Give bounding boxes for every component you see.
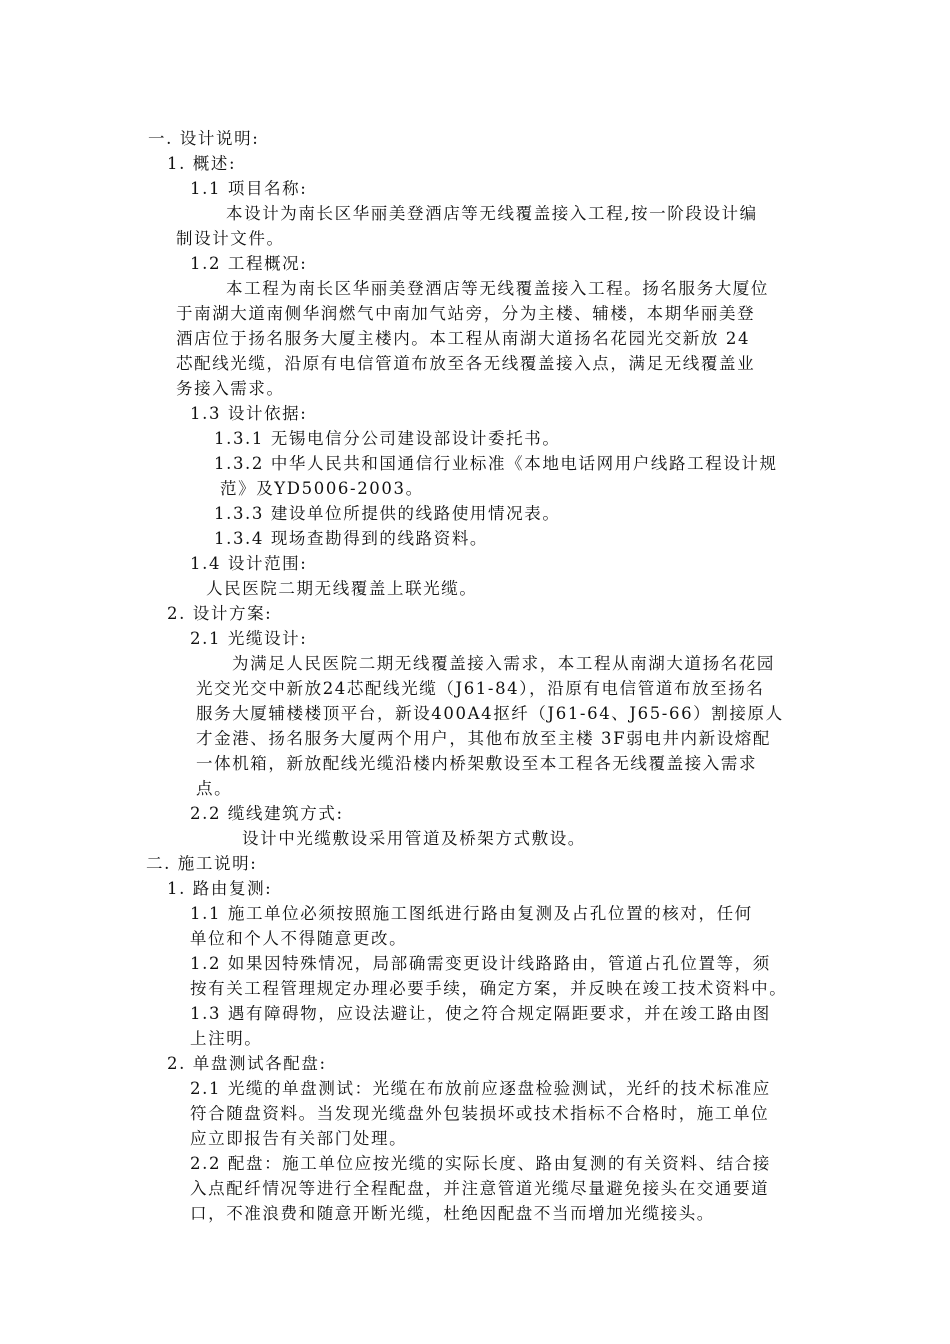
paragraph-line: 1.3 遇有障碍物，应设法避让，使之符合规定隔距要求，并在竣工路由图	[190, 1004, 771, 1023]
item-heading-cable-design: 2.1 光缆设计:	[190, 629, 308, 648]
subsection-heading-route-survey: 1. 路由复测:	[167, 879, 273, 898]
paragraph-line: 按有关工程管理规定办理必要手续，确定方案，并反映在竣工技术资料中。	[190, 979, 788, 998]
subsection-heading-overview: 1. 概述:	[167, 154, 237, 173]
paragraph-line: 1.2 如果因特殊情况，局部确需变更设计线路路由，管道占孔位置等，须	[190, 954, 771, 973]
paragraph-line: 单位和个人不得随意更改。	[190, 929, 408, 948]
paragraph-line: 服务大厦辅楼楼顶平台，新设400A4抠纤（J61-64、J65-66）割接原人	[196, 704, 784, 723]
list-item-continuation: 范》及YD5006-2003。	[220, 479, 424, 498]
list-item: 1.3.4 现场查勘得到的线路资料。	[214, 529, 489, 548]
paragraph-line: 2.1 光缆的单盘测试：光缆在布放前应逐盘检验测试，光纤的技术标准应	[190, 1079, 771, 1098]
paragraph-line: 人民医院二期无线覆盖上联光缆。	[206, 579, 478, 598]
list-item: 1.3.3 建设单位所提供的线路使用情况表。	[214, 504, 561, 523]
item-heading-project-name: 1.1 项目名称:	[190, 179, 308, 198]
list-item: 1.3.2 中华人民共和国通信行业标准《本地电话网用户线路工程设计规	[214, 454, 778, 473]
paragraph-line: 于南湖大道南侧华润燃气中南加气站旁，分为主楼、辅楼，本期华丽美登	[176, 304, 756, 323]
paragraph-line: 一体机箱，新放配线光缆沿楼内桥架敷设至本工程各无线覆盖接入需求	[196, 754, 758, 773]
paragraph-line: 本设计为南长区华丽美登酒店等无线覆盖接入工程,按一阶段设计编	[226, 204, 758, 223]
paragraph-line: 务接入需求。	[176, 379, 285, 398]
paragraph-line: 酒店位于扬名服务大厦主楼内。本工程从南湖大道扬名花园光交新放 24	[176, 329, 751, 348]
paragraph-line: 为满足人民医院二期无线覆盖接入需求，本工程从南湖大道扬名花园	[232, 654, 775, 673]
paragraph-line: 制设计文件。	[176, 229, 285, 248]
paragraph-line: 才金港、扬名服务大厦两个用户，其他布放至主楼 3F弱电井内新设熔配	[196, 729, 771, 748]
subsection-heading-reel-testing: 2. 单盘测试各配盘:	[167, 1054, 327, 1073]
paragraph-line: 点。	[196, 779, 233, 798]
list-item: 1.3.1 无锡电信分公司建设部设计委托书。	[214, 429, 561, 448]
paragraph-line: 口，不准浪费和随意开断光缆，杜绝因配盘不当而增加光缆接头。	[190, 1204, 715, 1223]
paragraph-line: 光交光交中新放24芯配线光缆（J61-84），沿原有电信管道布放至扬名	[196, 679, 765, 698]
section-heading-construction-notes: 二. 施工说明:	[146, 854, 258, 873]
paragraph-line: 入点配纤情况等进行全程配盘，并注意管道光缆尽量避免接头在交通要道	[190, 1179, 770, 1198]
item-heading-design-scope: 1.4 设计范围:	[190, 554, 308, 573]
item-heading-project-overview: 1.2 工程概况:	[190, 254, 308, 273]
paragraph-line: 符合随盘资料。当发现光缆盘外包装损坏或技术指标不合格时，施工单位	[190, 1104, 770, 1123]
paragraph-line: 上注明。	[190, 1029, 263, 1048]
item-heading-design-basis: 1.3 设计依据:	[190, 404, 308, 423]
item-heading-cable-construction: 2.2 缆线建筑方式:	[190, 804, 344, 823]
paragraph-line: 设计中光缆敷设采用管道及桥架方式敷设。	[242, 829, 586, 848]
paragraph-line: 应立即报告有关部门处理。	[190, 1129, 408, 1148]
paragraph-line: 2.2 配盘：施工单位应按光缆的实际长度、路由复测的有关资料、结合接	[190, 1154, 771, 1173]
section-heading-design-notes: 一. 设计说明:	[148, 129, 260, 148]
paragraph-line: 1.1 施工单位必须按照施工图纸进行路由复测及占孔位置的核对，任何	[190, 904, 753, 923]
subsection-heading-design-plan: 2. 设计方案:	[167, 604, 273, 623]
paragraph-line: 本工程为南长区华丽美登酒店等无线覆盖接入工程。扬名服务大厦位	[226, 279, 769, 298]
paragraph-line: 芯配线光缆，沿原有电信管道布放至各无线覆盖接入点，满足无线覆盖业	[176, 354, 756, 373]
